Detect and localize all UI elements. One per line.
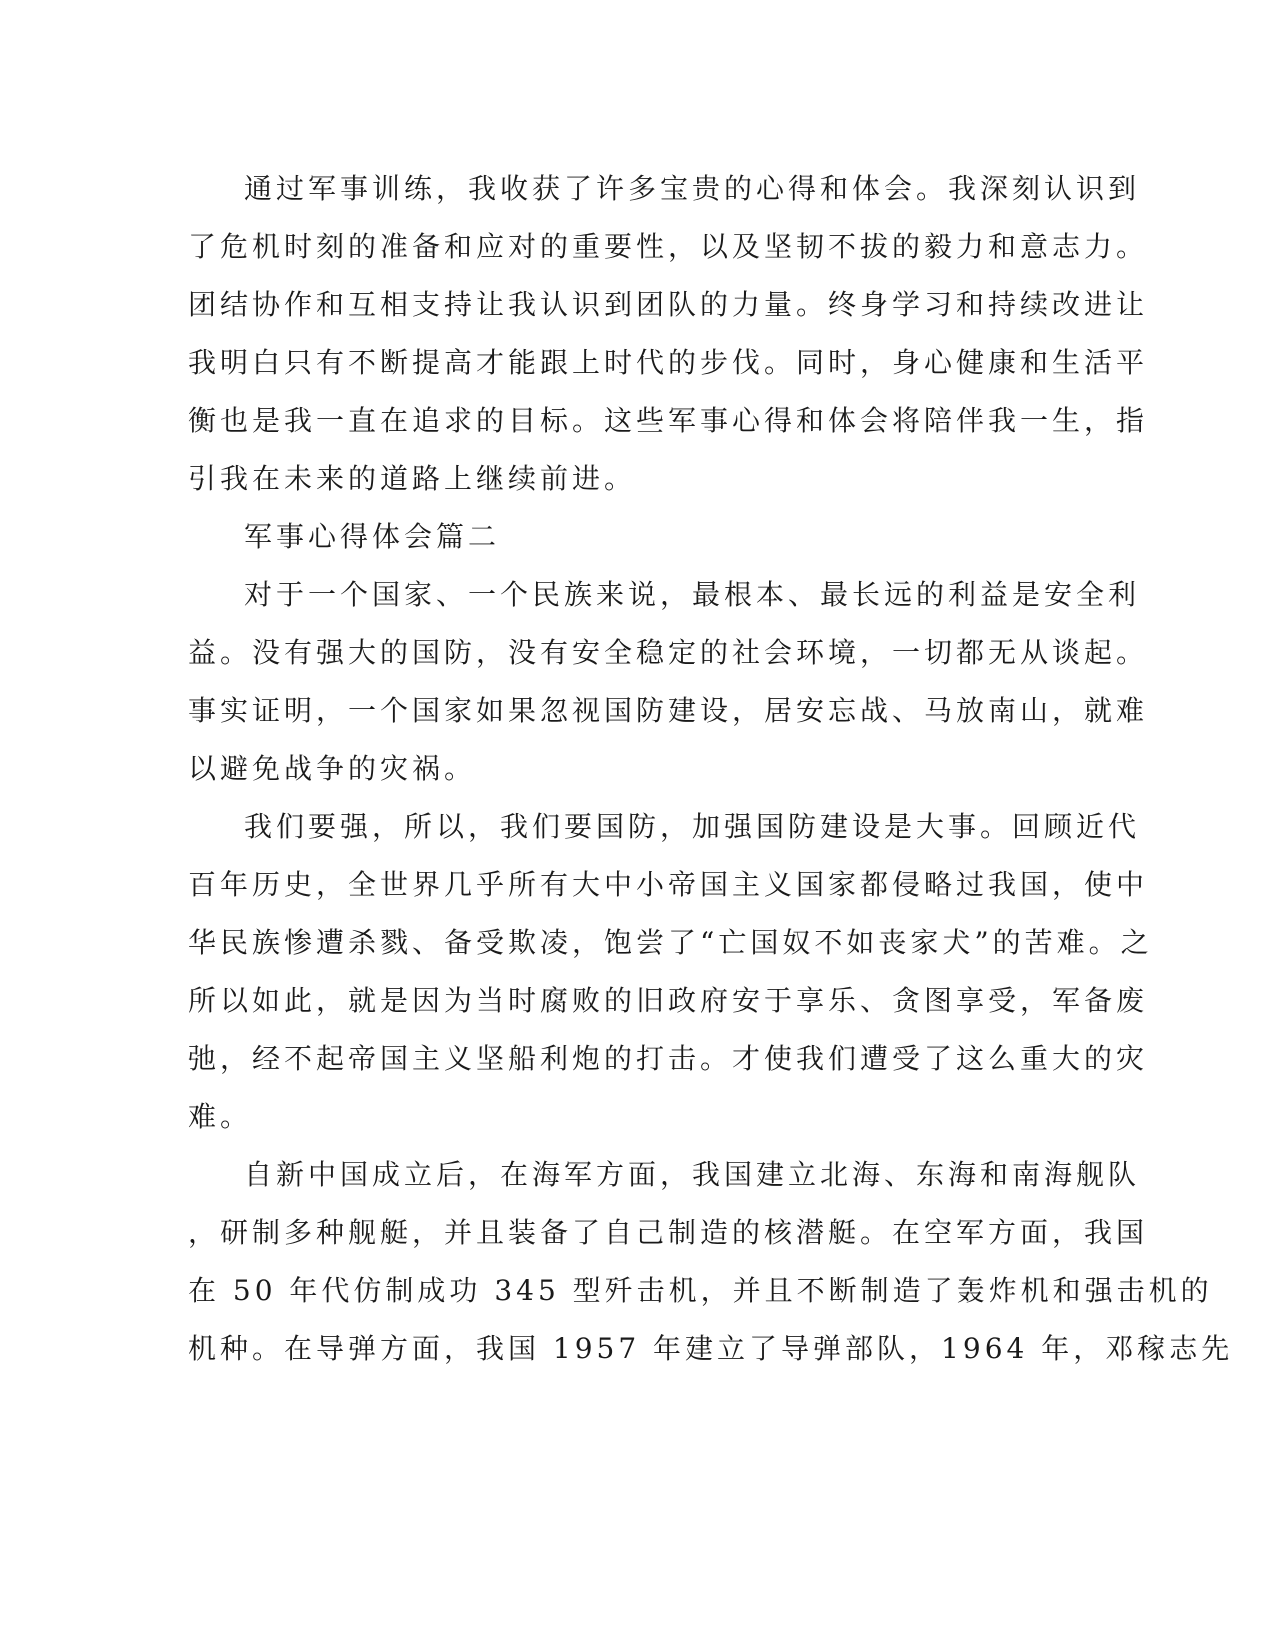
text-line: 衡也是我一直在追求的目标。这些军事心得和体会将陪伴我一生，指 (188, 404, 1149, 437)
text-line: 益。没有强大的国防，没有安全稳定的社会环境，一切都无从谈起。 (188, 636, 1149, 669)
text-line: 引我在未来的道路上继续前进。 (188, 462, 637, 495)
text-line: 了危机时刻的准备和应对的重要性，以及坚韧不拔的毅力和意志力。 (188, 230, 1149, 263)
text-line: 我们要强，所以，我们要国防，加强国防建设是大事。回顾近代 (244, 810, 1141, 843)
paragraph-3 (188, 798, 1153, 1146)
text-line: 我明白只有不断提高才能跟上时代的步伐。同时，身心健康和生活平 (188, 346, 1149, 379)
paragraph-1 (188, 160, 1149, 508)
text-line: 以避免战争的灾祸。 (188, 752, 477, 785)
text-line: 事实证明，一个国家如果忽视国防建设，居安忘战、马放南山，就难 (188, 694, 1149, 727)
text-line: 机种。在导弹方面，我国 1957 年建立了导弹部队，1964 年，邓稼志先 (188, 1332, 1234, 1365)
text-line: ，研制多种舰艇，并且装备了自己制造的核潜艇。在空军方面，我国 (188, 1216, 1149, 1249)
paragraph-4 (188, 1146, 1234, 1378)
text-line: 难。 (188, 1100, 253, 1133)
paragraph-2 (188, 566, 1149, 798)
document-body (188, 160, 1234, 1378)
section-heading: 军事心得体会篇二 (244, 520, 501, 553)
text-line: 百年历史，全世界几乎所有大中小帝国主义国家都侵略过我国，使中 (188, 868, 1149, 901)
text-line: 自新中国成立后，在海军方面，我国建立北海、东海和南海舰队 (244, 1158, 1141, 1191)
text-line: 对于一个国家、一个民族来说，最根本、最长远的利益是安全利 (244, 578, 1141, 611)
text-line: 华民族惨遭杀戮、备受欺凌，饱尝了“亡国奴不如丧家犬”的苦难。之 (188, 926, 1153, 959)
text-line: 所以如此，就是因为当时腐败的旧政府安于享乐、贪图享受，军备废 (188, 984, 1149, 1017)
text-line: 通过军事训练，我收获了许多宝贵的心得和体会。我深刻认识到 (244, 172, 1141, 205)
text-line: 弛，经不起帝国主义坚船利炮的打击。才使我们遭受了这么重大的灾 (188, 1042, 1149, 1075)
text-line: 团结协作和互相支持让我认识到团队的力量。终身学习和持续改进让 (188, 288, 1149, 321)
text-line: 在 50 年代仿制成功 345 型歼击机，并且不断制造了轰炸机和强击机的 (188, 1274, 1213, 1307)
